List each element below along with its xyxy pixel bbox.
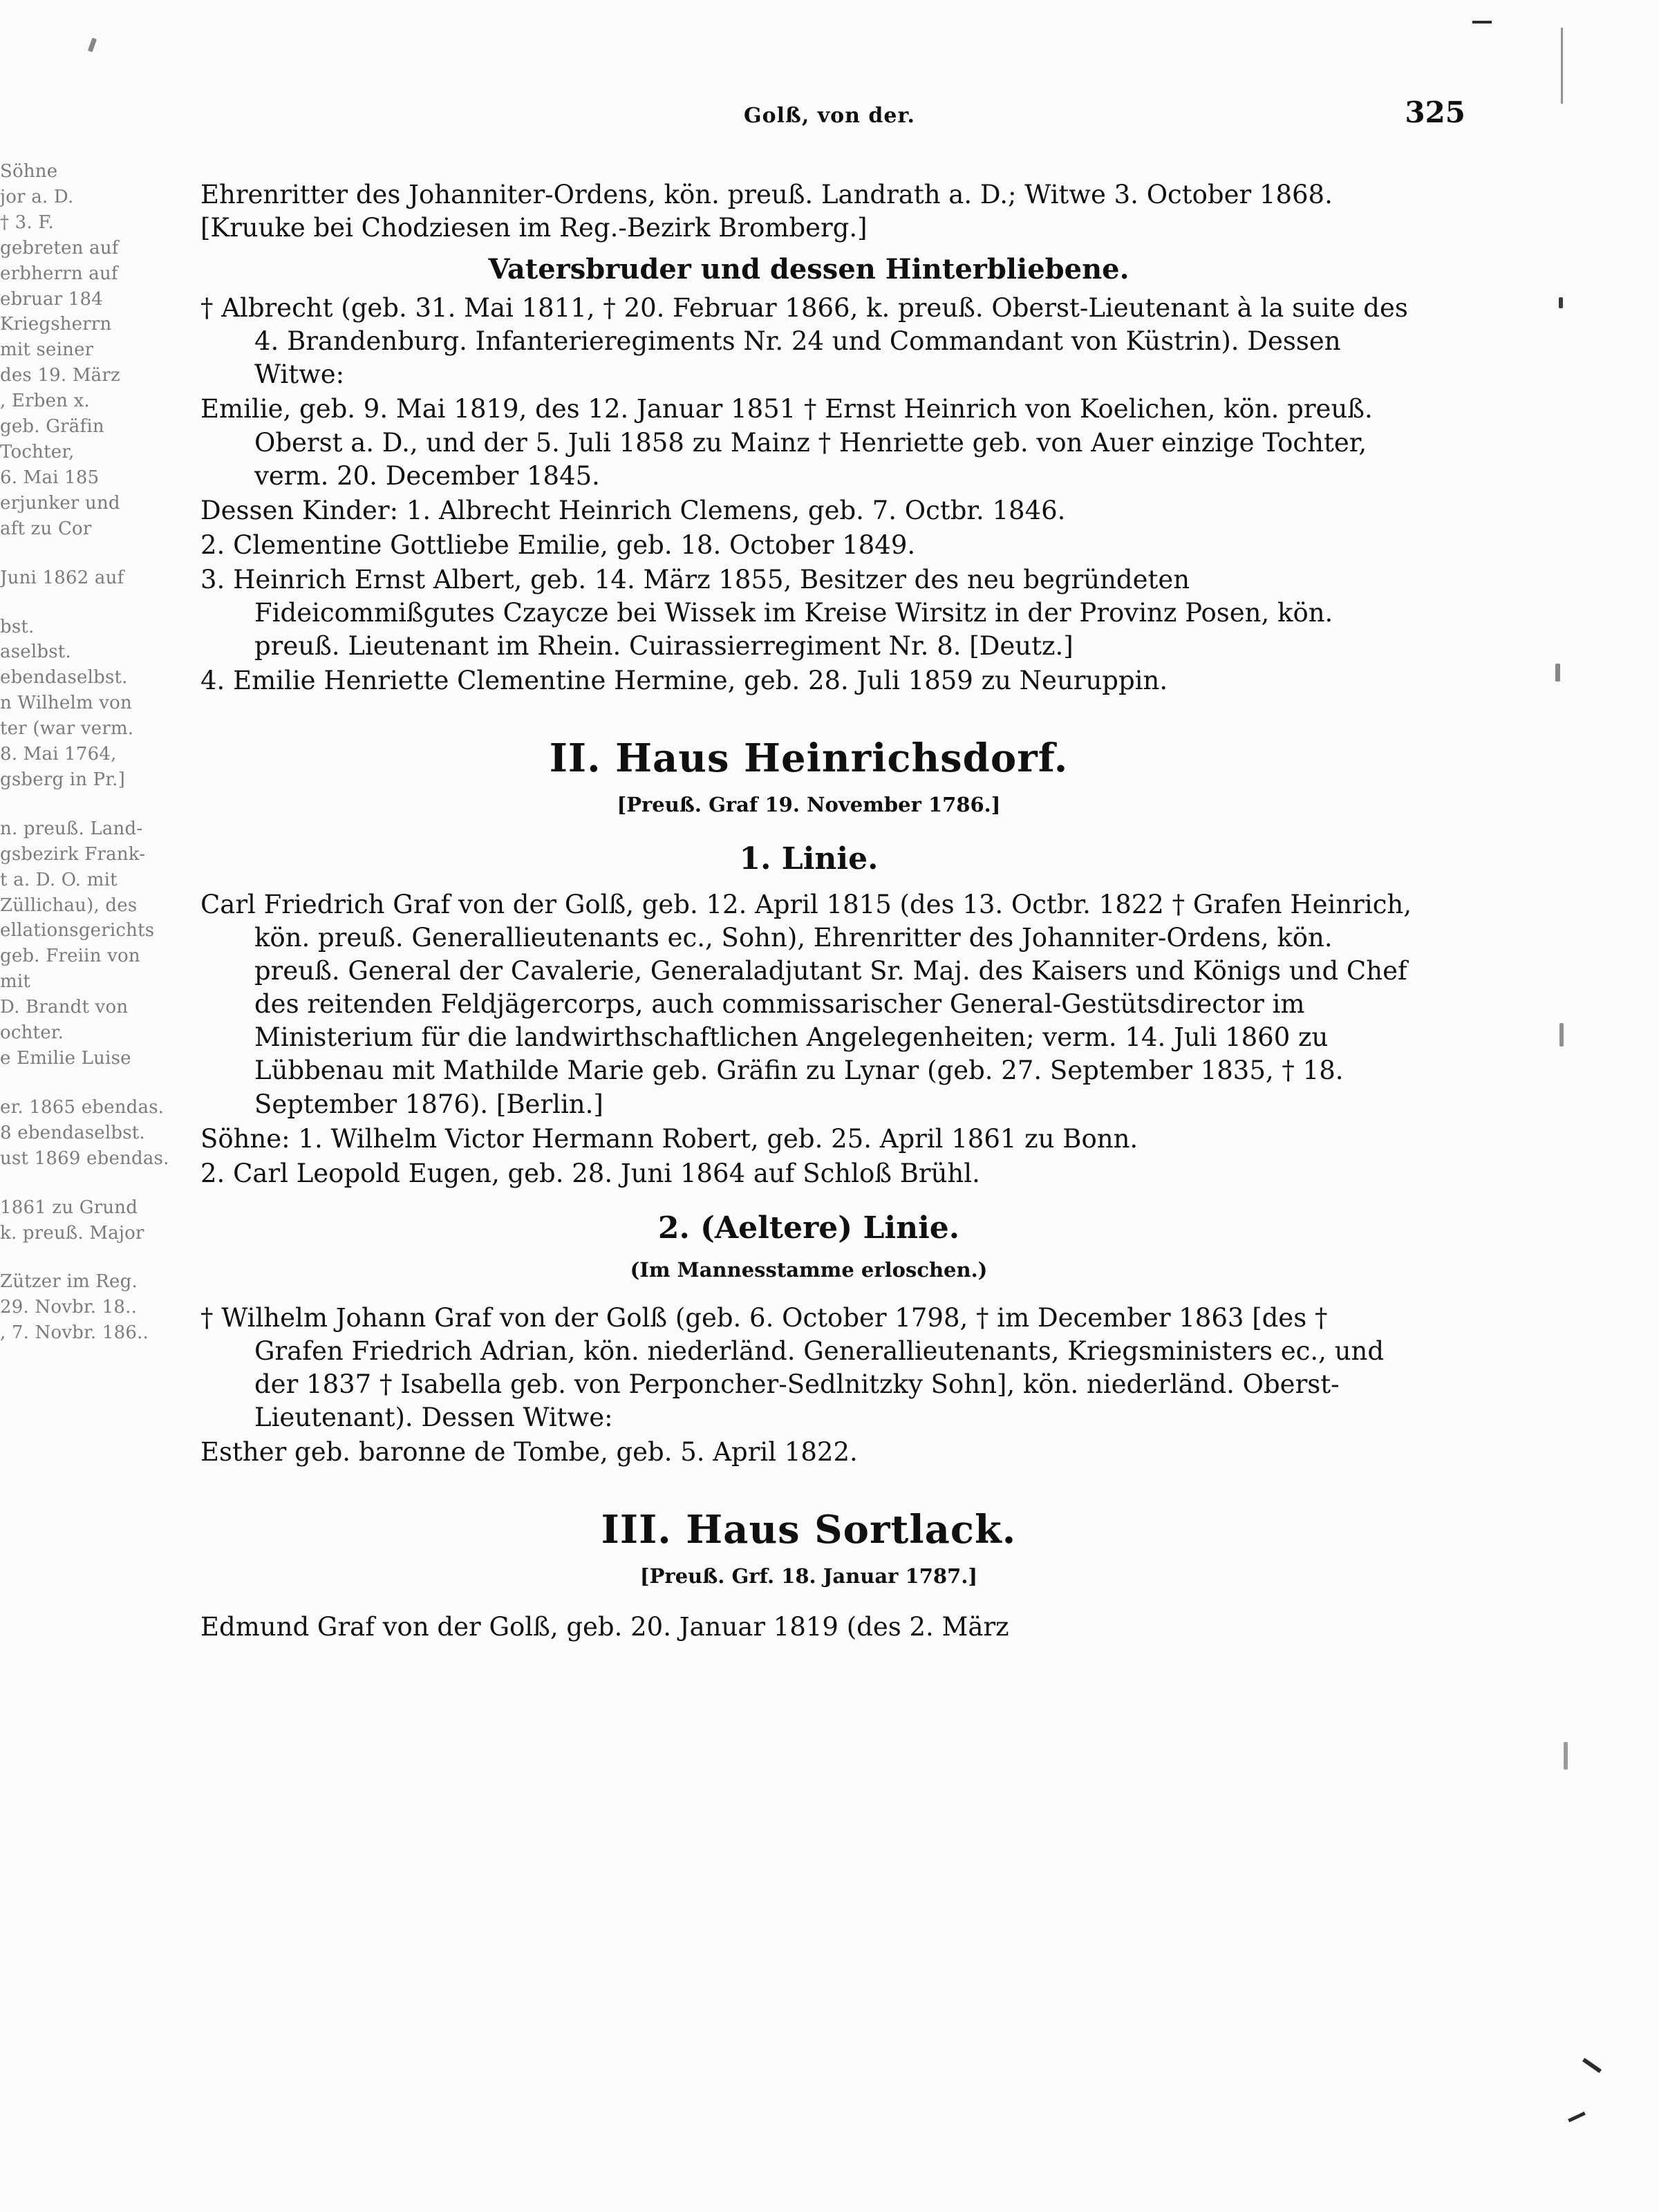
bleed-line: erbherrn auf xyxy=(0,263,118,284)
bleed-line: gsbezirk Frank- xyxy=(0,843,146,865)
bleed-line: mit xyxy=(0,971,31,993)
page-body xyxy=(200,178,1417,1645)
bleed-block xyxy=(0,615,173,793)
bleed-line: geb. Gräfin xyxy=(0,416,104,438)
bleed-block xyxy=(0,816,173,1071)
bleed-line: mit seiner xyxy=(0,339,94,361)
body-paragraph: 2. Clementine Gottliebe Emilie, geb. 18. October 1849. xyxy=(200,529,916,560)
bleed-line: ust 1869 ebendas. xyxy=(0,1147,169,1169)
body-paragraph: 3. Heinrich Ernst Albert, geb. 14. März 1855, Besitzer des neu begründeten Fideicommißgutes Czaycze bei Wissek im Kreise Wirsitz in der Provinz Posen, kön. preuß. Lieutenant im Rhein. Cuirassierregiment Nr. 8. [Deutz.] xyxy=(200,564,1333,662)
house-heading: III. Haus Sortlack. xyxy=(601,1507,1017,1553)
bleed-line: , Erben x. xyxy=(0,391,90,412)
bleed-line: ter (war verm. xyxy=(0,718,134,740)
body-paragraph: Dessen Kinder: 1. Albrecht Heinrich Clemens, geb. 7. Octbr. 1846. xyxy=(200,495,1066,525)
bleed-block xyxy=(0,1095,173,1172)
bleed-line: Zützer im Reg. xyxy=(0,1271,138,1293)
bleed-block xyxy=(0,1195,173,1246)
bleed-line: er. 1865 ebendas. xyxy=(0,1096,165,1118)
scan-artifact-right-rule xyxy=(1561,28,1563,104)
bleed-line: Juni 1862 auf xyxy=(0,567,124,588)
bleed-line: aft zu Cor xyxy=(0,518,92,539)
bleed-line: ellationsgerichts xyxy=(0,920,155,941)
bleed-line: geb. Freiin von xyxy=(0,946,140,967)
bleed-line: e Emilie Luise xyxy=(0,1048,131,1069)
bleed-line: 29. Novbr. 18.. xyxy=(0,1297,138,1318)
bleed-line: n. preuß. Land- xyxy=(0,818,143,839)
body-paragraph: Söhne: 1. Wilhelm Victor Hermann Robert, geb. 25. April 1861 zu Bonn. xyxy=(200,1123,1138,1154)
bleed-line: jor a. D. xyxy=(0,186,74,207)
bleed-line: Züllichau), des xyxy=(0,894,138,916)
line-note: (Im Mannesstamme erloschen.) xyxy=(630,1258,988,1282)
bleed-line: Tochter, xyxy=(0,441,75,462)
bleed-line: des 19. März xyxy=(0,365,120,386)
bleed-line: D. Brandt von xyxy=(0,997,129,1018)
body-paragraph: 2. Carl Leopold Eugen, geb. 28. Juni 1864 auf Schloß Brühl. xyxy=(200,1158,980,1188)
bleed-line: 1861 zu Grund xyxy=(0,1197,138,1218)
bleed-line: erjunker und xyxy=(0,492,120,514)
scan-artifact-dot-3 xyxy=(1559,1023,1564,1047)
bleed-line: gsberg in Pr.] xyxy=(0,769,125,790)
scan-artifact-top-right xyxy=(1472,21,1492,24)
section-subheading: Vatersbruder und dessen Hinterbliebene. xyxy=(488,253,1130,286)
bleed-line: 8. Mai 1764, xyxy=(0,744,117,765)
running-head: Golß, von der. xyxy=(744,104,915,128)
bleed-line: k. preuß. Major xyxy=(0,1222,144,1244)
bleed-line: gebreten auf xyxy=(0,237,119,259)
patent-note: [Preuß. Grf. 18. Januar 1787.] xyxy=(639,1564,978,1588)
bleed-line: t a. D. O. mit xyxy=(0,869,118,890)
bleed-through-column xyxy=(0,159,173,2164)
body-paragraph: Ehrenritter des Johanniter-Ordens, kön. preuß. Landrath a. D.; Witwe 3. October 1868. [Kruuke bei Chodziesen im Reg.-Bezirk Bromberg.] xyxy=(200,180,1333,243)
bleed-line: aselbst. xyxy=(0,641,71,663)
line-heading: 2. (Aeltere) Linie. xyxy=(657,1210,960,1246)
bleed-line: Söhne xyxy=(0,161,58,182)
scan-artifact-dot-4 xyxy=(1564,1742,1568,1770)
bleed-line: Kriegsherrn xyxy=(0,314,112,335)
line-heading: 1. Linie. xyxy=(739,841,879,877)
patent-note: [Preuß. Graf 19. November 1786.] xyxy=(617,793,1001,817)
house-heading: II. Haus Heinrichsdorf. xyxy=(549,735,1069,782)
bleed-line: ochter. xyxy=(0,1022,64,1044)
bleed-line: † 3. F. xyxy=(0,212,54,233)
bleed-line: , 7. Novbr. 186.. xyxy=(0,1322,149,1344)
bleed-block xyxy=(0,1269,173,1346)
body-paragraph: † Wilhelm Johann Graf von der Golß (geb. 6. October 1798, † im December 1863 [des † Grafen Friedrich Adrian, kön. niederländ. Generallieutenants, Kriegsministers ec., und der 1837 † Isabella geb. von Perponcher-Sedlnitzky Sohn], kön. niederländ. Oberst-Lieutenant). Dessen Witwe: xyxy=(200,1302,1384,1432)
scan-artifact-dot-1 xyxy=(1559,297,1563,308)
bleed-line: n Wilhelm von xyxy=(0,693,132,714)
bleed-block xyxy=(0,565,173,591)
scan-artifact-dot-2 xyxy=(1555,664,1560,682)
body-paragraph: Edmund Graf von der Golß, geb. 20. Januar 1819 (des 2. März xyxy=(200,1611,1009,1642)
bleed-line: ebendaselbst. xyxy=(0,667,128,688)
page-number: 325 xyxy=(1405,95,1465,129)
bleed-line: ebruar 184 xyxy=(0,288,104,310)
body-paragraph: † Albrecht (geb. 31. Mai 1811, † 20. Februar 1866, k. preuß. Oberst-Lieutenant à la suite des 4. Brandenburg. Infanterieregiments Nr. 24 und Commandant von Küstrin). Dessen Witwe: xyxy=(200,293,1408,390)
body-paragraph: Esther geb. baronne de Tombe, geb. 5. April 1822. xyxy=(200,1437,858,1468)
body-paragraph: Emilie, geb. 9. Mai 1819, des 12. Januar 1851 † Ernst Heinrich von Koelichen, kön. preuß. Oberst a. D., und der 5. Juli 1858 zu Mainz † Henriette geb. von Auer einzige Tochter, verm. 20. December 1845. xyxy=(200,394,1373,491)
bleed-line: 6. Mai 185 xyxy=(0,467,100,488)
body-paragraph: 4. Emilie Henriette Clementine Hermine, geb. 28. Juli 1859 zu Neuruppin. xyxy=(200,666,1168,696)
body-paragraph: Carl Friedrich Graf von der Golß, geb. 12. April 1815 (des 13. Octbr. 1822 † Grafen Heinrich, kön. preuß. Generallieutenants ec., Sohn), Ehrenritter des Johanniter-Ordens, kön. preuß. General der Cavalerie, Generaladjutant Sr. Maj. des Kaisers und Königs und Chef des reitenden Feldjägercorps, auch commissarischer General-Gestütsdirector im Ministerium für die landwirthschaftlichen Angelegenheiten; verm. 14. Juli 1860 zu Lübbenau mit Mathilde Marie geb. Gräfin zu Lynar (geb. 27. September 1835, † 18. September 1876). [Berlin.] xyxy=(200,889,1412,1119)
bleed-line: bst. xyxy=(0,616,35,637)
bleed-line: 8 ebendaselbst. xyxy=(0,1122,145,1143)
bleed-block xyxy=(0,159,173,542)
